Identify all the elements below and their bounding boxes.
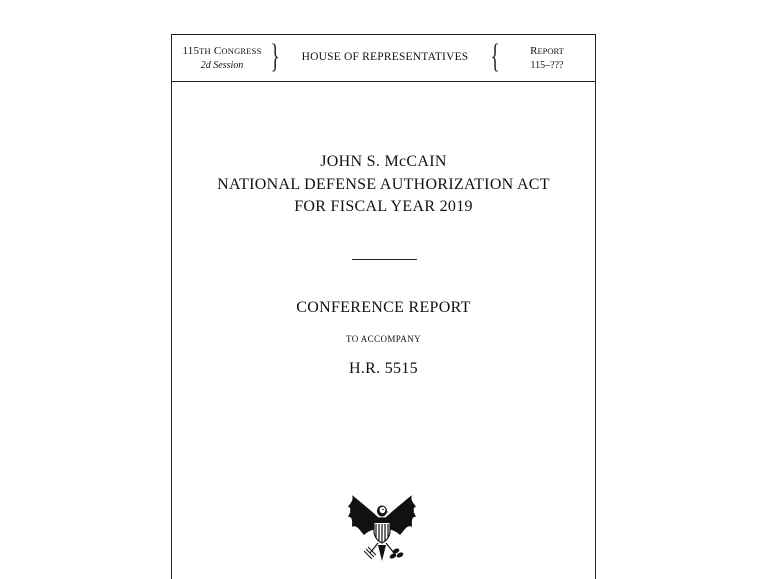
conference-heading: CONFERENCE REPORT	[296, 299, 471, 316]
congress-number: 115TH CONGRESS	[182, 45, 262, 57]
act-title	[172, 151, 595, 219]
report-label: REPORT	[530, 45, 564, 57]
session-label: 2d Session	[200, 60, 244, 71]
left-brace: {	[490, 38, 500, 75]
to-accompany-label: TO ACCOMPANY	[345, 334, 422, 344]
title-divider	[352, 259, 417, 260]
tail	[378, 545, 386, 561]
title-line-1: JOHN S. McCAIN	[320, 153, 447, 170]
bill-number: H.R. 5515	[349, 360, 418, 377]
document-page	[171, 34, 596, 579]
title-line-2: NATIONAL DEFENSE AUTHORIZATION ACT	[217, 175, 550, 193]
report-header	[172, 35, 595, 82]
chamber-label: HOUSE OF REPRESENTATIVES	[301, 51, 469, 63]
shield	[374, 518, 390, 543]
right-brace: }	[270, 38, 280, 75]
title-line-3: FOR FISCAL YEAR 2019	[294, 198, 473, 215]
eagle-seal-icon	[344, 491, 420, 563]
report-number: 115–???	[530, 60, 564, 71]
congress-block	[176, 44, 268, 73]
eagle-head	[377, 506, 389, 517]
report-block	[512, 44, 582, 73]
